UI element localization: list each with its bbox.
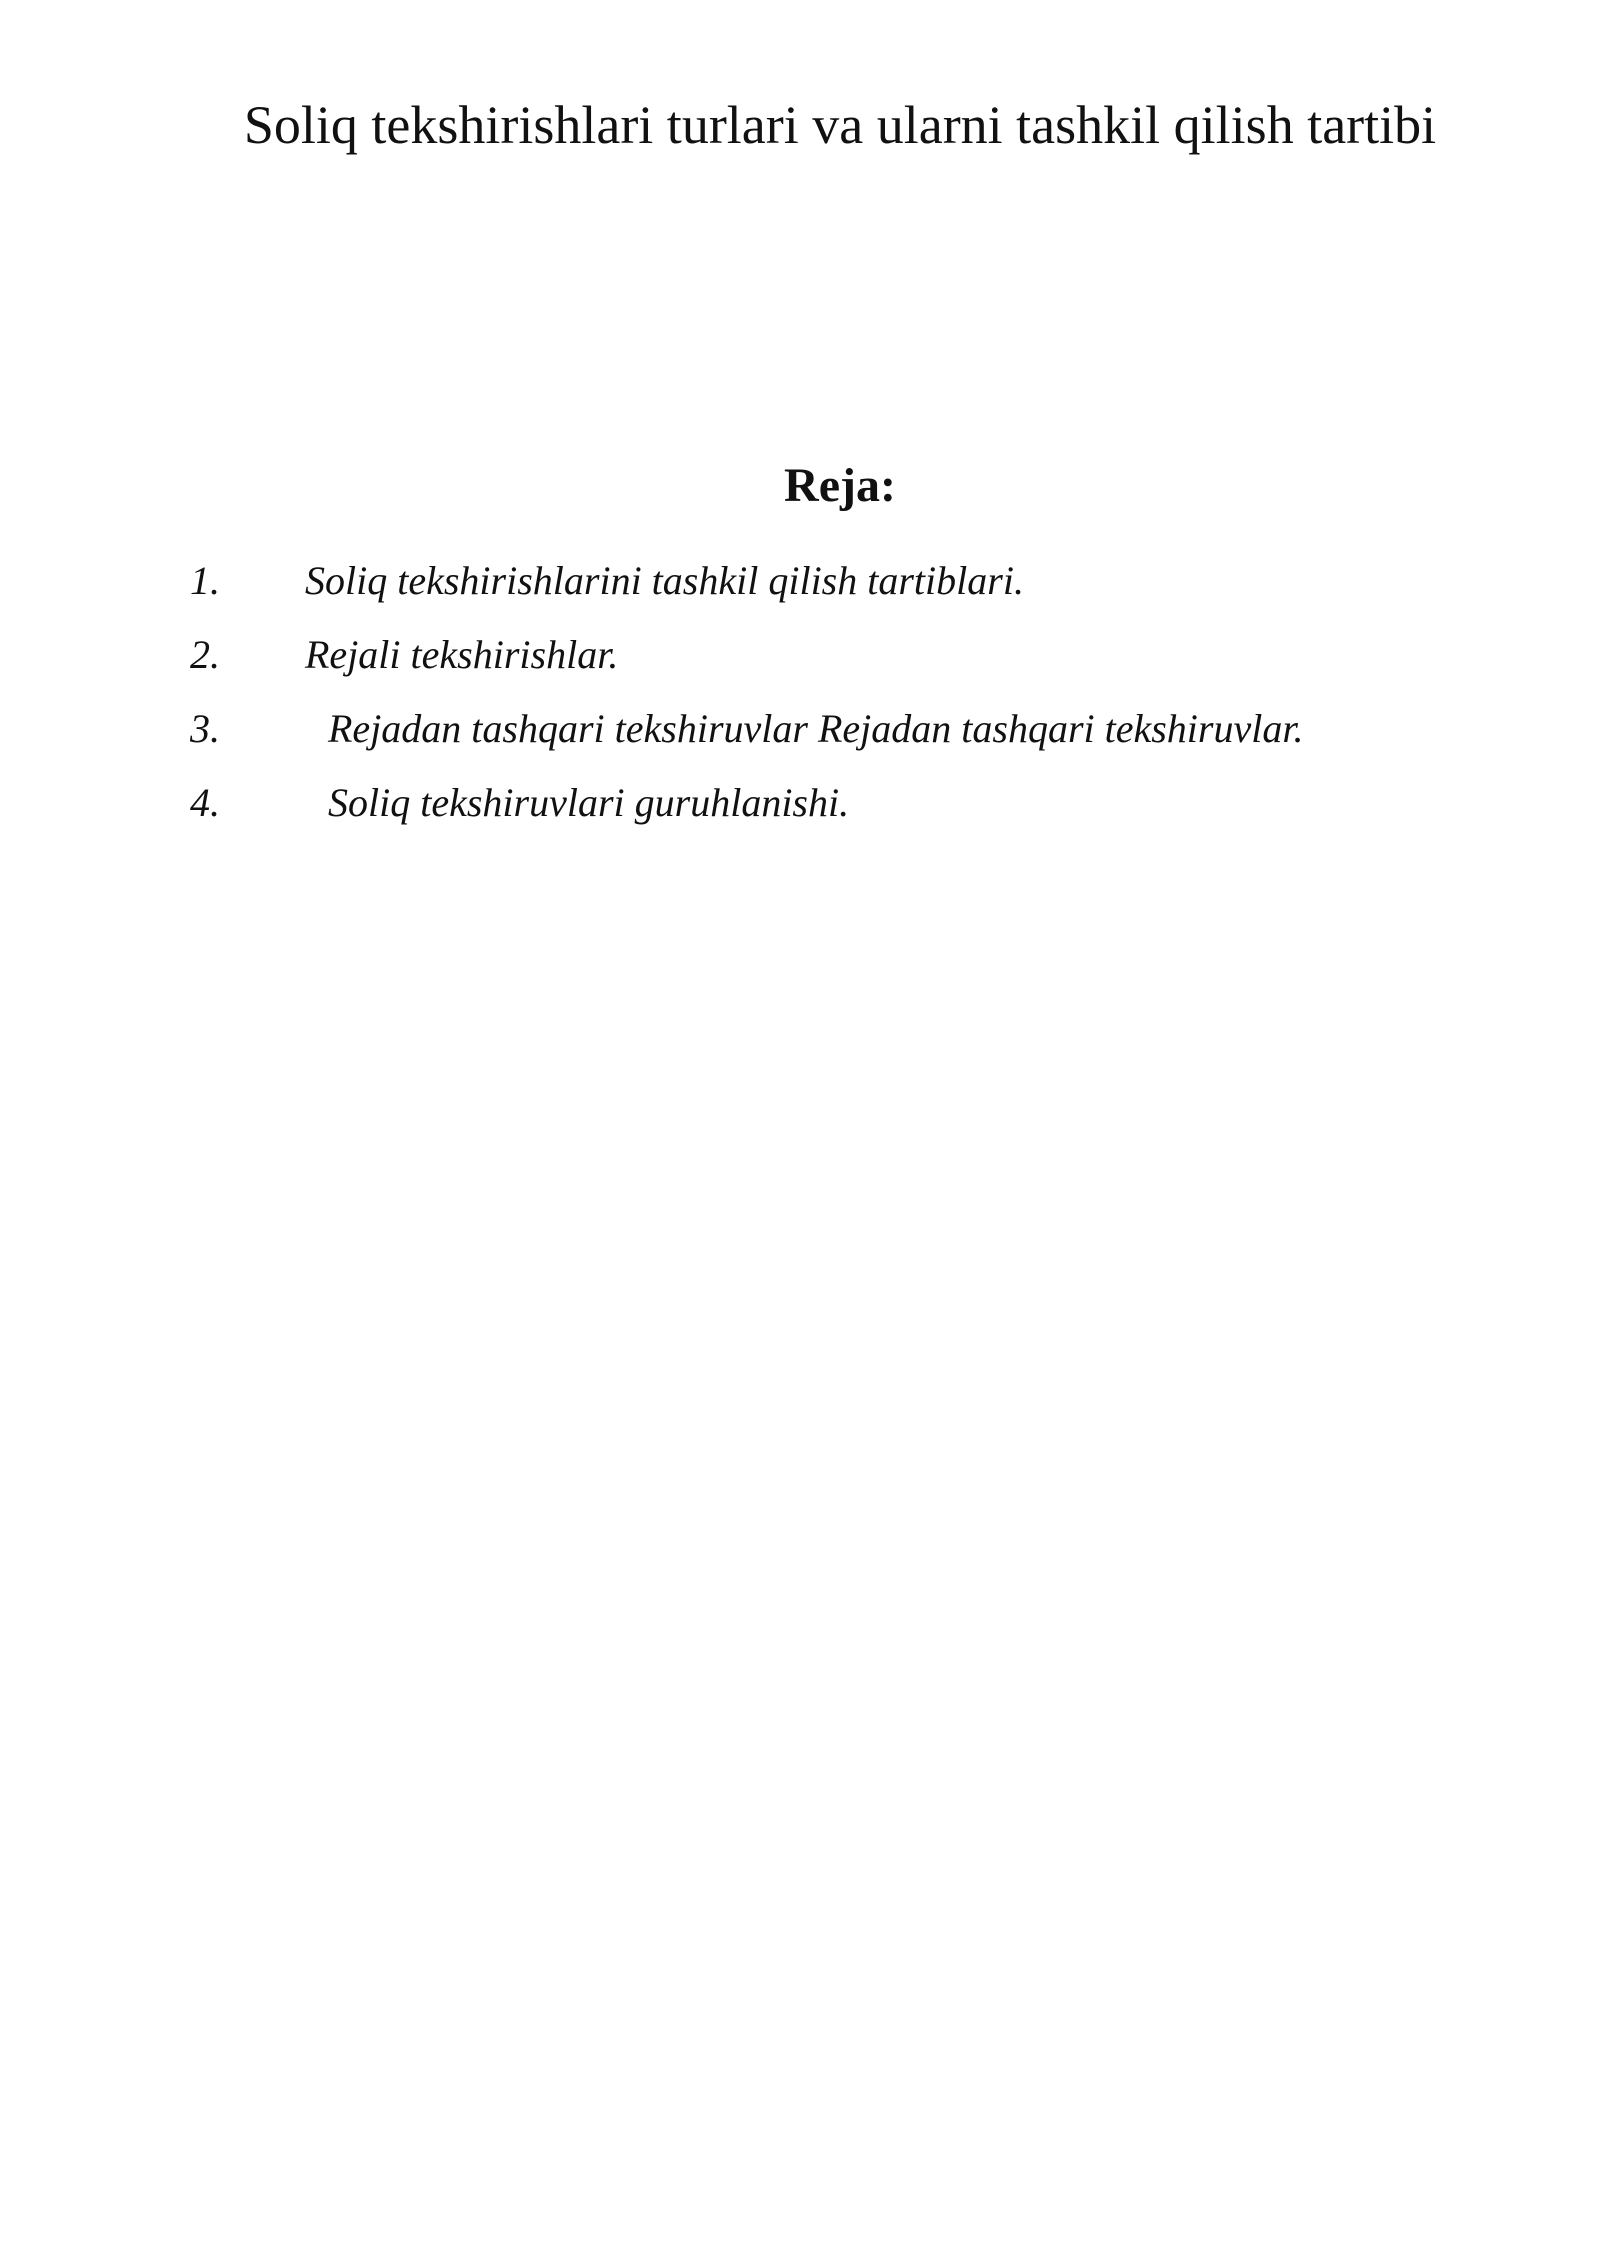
plan-item-number: 3.: [190, 706, 220, 751]
plan-item-number: 2.: [190, 632, 220, 677]
plan-item-number: 1.: [190, 558, 220, 603]
plan-item-number: 4.: [190, 780, 220, 825]
plan-item-2: [190, 627, 1490, 701]
plan-heading: Reja:: [784, 459, 896, 512]
plan-list: [190, 553, 1490, 849]
document-title: Soliq tekshirishlari turlari va ularni tashkil qilish tartibi: [243, 95, 1437, 155]
plan-item-text: Soliq tekshiruvlari guruhlanishi.: [328, 780, 850, 825]
plan-item-3: [190, 701, 1490, 775]
plan-item-text: Rejadan tashqari tekshiruvlar Rejadan tashqari tekshiruvlar.: [328, 706, 1304, 751]
plan-item-1: [190, 553, 1490, 627]
plan-item-text: Rejali tekshirishlar.: [305, 632, 619, 677]
plan-item-text: Soliq tekshirishlarini tashkil qilish tartiblari.: [305, 558, 1024, 603]
plan-item-4: [190, 775, 1490, 849]
